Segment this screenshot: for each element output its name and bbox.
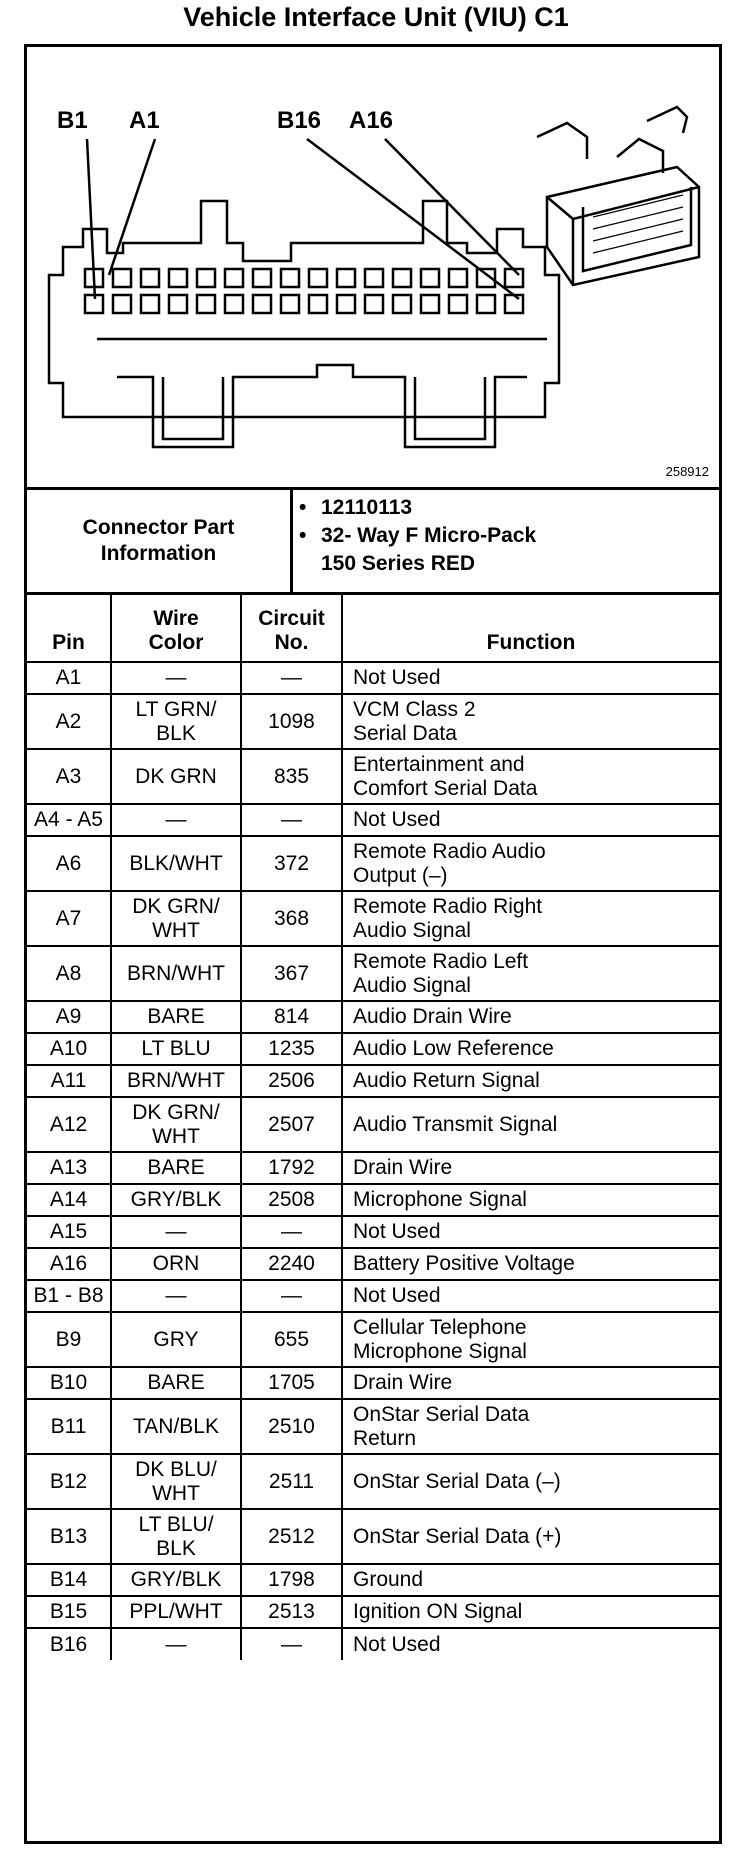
pin-cell: B16: [27, 1628, 111, 1660]
function-cell: Remote Radio Right Audio Signal: [342, 891, 719, 946]
part-description-item: [299, 522, 536, 578]
function-cell: Not Used: [342, 1280, 719, 1312]
circuit-cell: —: [241, 1216, 342, 1248]
circuit-cell: 2512: [241, 1509, 342, 1564]
pin-cavity: [197, 269, 215, 287]
pinout-table: [27, 595, 719, 1660]
part-info-details: [299, 494, 536, 578]
wire-color-cell: BARE: [111, 1152, 241, 1184]
pin-cell: A9: [27, 1001, 111, 1033]
pin-cell: A4 - A5: [27, 804, 111, 836]
function-cell: Drain Wire: [342, 1152, 719, 1184]
pin-cell: B9: [27, 1312, 111, 1367]
function-cell: Not Used: [342, 804, 719, 836]
pin-label-a16: A16: [349, 107, 394, 134]
circuit-cell: 2513: [241, 1596, 342, 1628]
circuit-cell: 814: [241, 1001, 342, 1033]
table-row: [27, 749, 719, 804]
function-cell: Ignition ON Signal: [342, 1596, 719, 1628]
table-row: [27, 804, 719, 836]
pin-cell: A2: [27, 694, 111, 749]
pin-cavity: [393, 269, 411, 287]
function-cell: Audio Transmit Signal: [342, 1097, 719, 1152]
function-cell: Remote Radio Left Audio Signal: [342, 946, 719, 1001]
function-cell: Cellular Telephone Microphone Signal: [342, 1312, 719, 1367]
wire-color-cell: DK GRN/ WHT: [111, 891, 241, 946]
function-cell: OnStar Serial Data (+): [342, 1509, 719, 1564]
wire-color-cell: —: [111, 662, 241, 694]
function-cell: OnStar Serial Data (–): [342, 1454, 719, 1509]
function-cell: OnStar Serial Data Return: [342, 1399, 719, 1454]
pin-cell: B15: [27, 1596, 111, 1628]
pin-cell: B14: [27, 1564, 111, 1596]
pin-cell: B1 - B8: [27, 1280, 111, 1312]
circuit-cell: 368: [241, 891, 342, 946]
pin-cell: A7: [27, 891, 111, 946]
circuit-cell: 2511: [241, 1454, 342, 1509]
pin-cell: B11: [27, 1399, 111, 1454]
wire-color-cell: BRN/WHT: [111, 1065, 241, 1097]
table-row: [27, 1280, 719, 1312]
pin-cell: B10: [27, 1367, 111, 1399]
table-row: [27, 891, 719, 946]
circuit-cell: 655: [241, 1312, 342, 1367]
function-cell: Battery Positive Voltage: [342, 1248, 719, 1280]
pin-cavity: [421, 269, 439, 287]
wire-color-cell: BRN/WHT: [111, 946, 241, 1001]
wire-color-cell: DK BLU/ WHT: [111, 1454, 241, 1509]
connector-card: [24, 44, 722, 1844]
pin-cavities: [85, 269, 523, 313]
table-row: [27, 1596, 719, 1628]
pin-cell: B13: [27, 1509, 111, 1564]
table-row: [27, 1001, 719, 1033]
wire-color-cell: —: [111, 804, 241, 836]
circuit-cell: 1798: [241, 1564, 342, 1596]
function-cell: Audio Drain Wire: [342, 1001, 719, 1033]
table-row: [27, 1065, 719, 1097]
part-series: 150 Series RED: [321, 552, 476, 575]
wire-color-cell: —: [111, 1280, 241, 1312]
pin-cavity: [113, 295, 131, 313]
wire-color-cell: GRY: [111, 1312, 241, 1367]
pin-cell: A13: [27, 1152, 111, 1184]
table-row: [27, 1152, 719, 1184]
part-info-heading: [27, 490, 293, 592]
function-cell: Ground: [342, 1564, 719, 1596]
pin-cavity: [337, 269, 355, 287]
pin-cell: A11: [27, 1065, 111, 1097]
circuit-cell: 2240: [241, 1248, 342, 1280]
pin-cell: A8: [27, 946, 111, 1001]
function-cell: VCM Class 2 Serial Data: [342, 694, 719, 749]
function-cell: Remote Radio Audio Output (–): [342, 836, 719, 891]
part-info-heading-line2: Information: [100, 542, 217, 565]
wire-color-cell: GRY/BLK: [111, 1184, 241, 1216]
function-cell: Entertainment and Comfort Serial Data: [342, 749, 719, 804]
circuit-cell: 1792: [241, 1152, 342, 1184]
part-number-item: [299, 494, 536, 522]
pin-cavity: [281, 295, 299, 313]
pin-cavity: [365, 269, 383, 287]
pin-cavity: [421, 295, 439, 313]
table-row: [27, 694, 719, 749]
wire-color-cell: BLK/WHT: [111, 836, 241, 891]
pin-cavity: [169, 269, 187, 287]
circuit-cell: 2510: [241, 1399, 342, 1454]
pin-cavity: [281, 269, 299, 287]
table-row: [27, 1367, 719, 1399]
page-title: Vehicle Interface Unit (VIU) C1: [183, 2, 569, 32]
table-row: [27, 1216, 719, 1248]
circuit-cell: —: [241, 804, 342, 836]
wire-color-cell: —: [111, 1628, 241, 1660]
pin-cavity: [113, 269, 131, 287]
circuit-cell: —: [241, 1628, 342, 1660]
circuit-cell: 372: [241, 836, 342, 891]
pin-cavity: [197, 295, 215, 313]
circuit-cell: 2508: [241, 1184, 342, 1216]
pin-cavity: [505, 295, 523, 313]
table-row: [27, 946, 719, 1001]
pin-cavity: [449, 269, 467, 287]
pin-cavity: [449, 295, 467, 313]
pin-cell: A16: [27, 1248, 111, 1280]
pin-cavity: [225, 295, 243, 313]
wire-color-cell: ORN: [111, 1248, 241, 1280]
circuit-cell: 835: [241, 749, 342, 804]
pin-cell: A12: [27, 1097, 111, 1152]
pin-cavity: [169, 295, 187, 313]
pin-cavity: [365, 295, 383, 313]
pin-cell: A10: [27, 1033, 111, 1065]
table-row: [27, 836, 719, 891]
circuit-cell: 1705: [241, 1367, 342, 1399]
wire-color-cell: BARE: [111, 1367, 241, 1399]
pin-cavity: [309, 295, 327, 313]
pin-cavity: [225, 269, 243, 287]
circuit-cell: 367: [241, 946, 342, 1001]
table-row: [27, 1564, 719, 1596]
table-row: [27, 1248, 719, 1280]
header-circuit-no: Circuit No.: [241, 595, 342, 662]
circuit-cell: —: [241, 662, 342, 694]
table-row: [27, 1399, 719, 1454]
pin-cell: A14: [27, 1184, 111, 1216]
function-cell: Not Used: [342, 1216, 719, 1248]
pin-cavity: [309, 269, 327, 287]
table-row: [27, 1097, 719, 1152]
pin-cell: A1: [27, 662, 111, 694]
pin-label-a1: A1: [129, 107, 160, 134]
connector-diagram: [27, 47, 719, 490]
figure-code: 258912: [665, 464, 709, 479]
wire-color-cell: DK GRN: [111, 749, 241, 804]
wire-color-cell: —: [111, 1216, 241, 1248]
table-row: [27, 1033, 719, 1065]
pin-label-b1: B1: [57, 107, 88, 134]
pin-cavity: [337, 295, 355, 313]
part-description: 32- Way F Micro-Pack: [321, 524, 537, 547]
pin-cavity: [393, 295, 411, 313]
circuit-cell: 2507: [241, 1097, 342, 1152]
pin-cell: A6: [27, 836, 111, 891]
circuit-cell: 1235: [241, 1033, 342, 1065]
connector-part-information: [27, 490, 719, 595]
wire-color-cell: DK GRN/ WHT: [111, 1097, 241, 1152]
wire-color-cell: PPL/WHT: [111, 1596, 241, 1628]
wire-color-cell: TAN/BLK: [111, 1399, 241, 1454]
table-row: [27, 1628, 719, 1660]
pin-cavity: [253, 269, 271, 287]
pin-cavity: [141, 269, 159, 287]
pin-cell: B12: [27, 1454, 111, 1509]
bullet-icon: •: [299, 524, 307, 547]
table-row: [27, 1312, 719, 1367]
part-number: 12110113: [321, 496, 413, 519]
function-cell: Microphone Signal: [342, 1184, 719, 1216]
header-function: Function: [342, 595, 719, 662]
pin-cell: A15: [27, 1216, 111, 1248]
circuit-cell: —: [241, 1280, 342, 1312]
pin-cavity: [141, 295, 159, 313]
wire-color-cell: LT GRN/ BLK: [111, 694, 241, 749]
wire-color-cell: GRY/BLK: [111, 1564, 241, 1596]
wire-color-cell: LT BLU: [111, 1033, 241, 1065]
table-row: [27, 662, 719, 694]
function-cell: Drain Wire: [342, 1367, 719, 1399]
circuit-cell: 2506: [241, 1065, 342, 1097]
function-cell: Not Used: [342, 1628, 719, 1660]
part-info-heading-line1: Connector Part: [82, 516, 235, 539]
function-cell: Not Used: [342, 662, 719, 694]
table-row: [27, 1184, 719, 1216]
wire-color-cell: LT BLU/ BLK: [111, 1509, 241, 1564]
pinout-table-header: [27, 595, 719, 662]
pin-cavity: [477, 295, 495, 313]
circuit-cell: 1098: [241, 694, 342, 749]
header-pin: Pin: [27, 595, 111, 662]
pin-cavity: [253, 295, 271, 313]
table-row: [27, 1509, 719, 1564]
pin-label-b16: B16: [277, 107, 322, 134]
bullet-icon: •: [299, 496, 307, 519]
function-cell: Audio Return Signal: [342, 1065, 719, 1097]
wire-color-cell: BARE: [111, 1001, 241, 1033]
header-wire-color: Wire Color: [111, 595, 241, 662]
function-cell: Audio Low Reference: [342, 1033, 719, 1065]
table-row: [27, 1454, 719, 1509]
pin-cell: A3: [27, 749, 111, 804]
